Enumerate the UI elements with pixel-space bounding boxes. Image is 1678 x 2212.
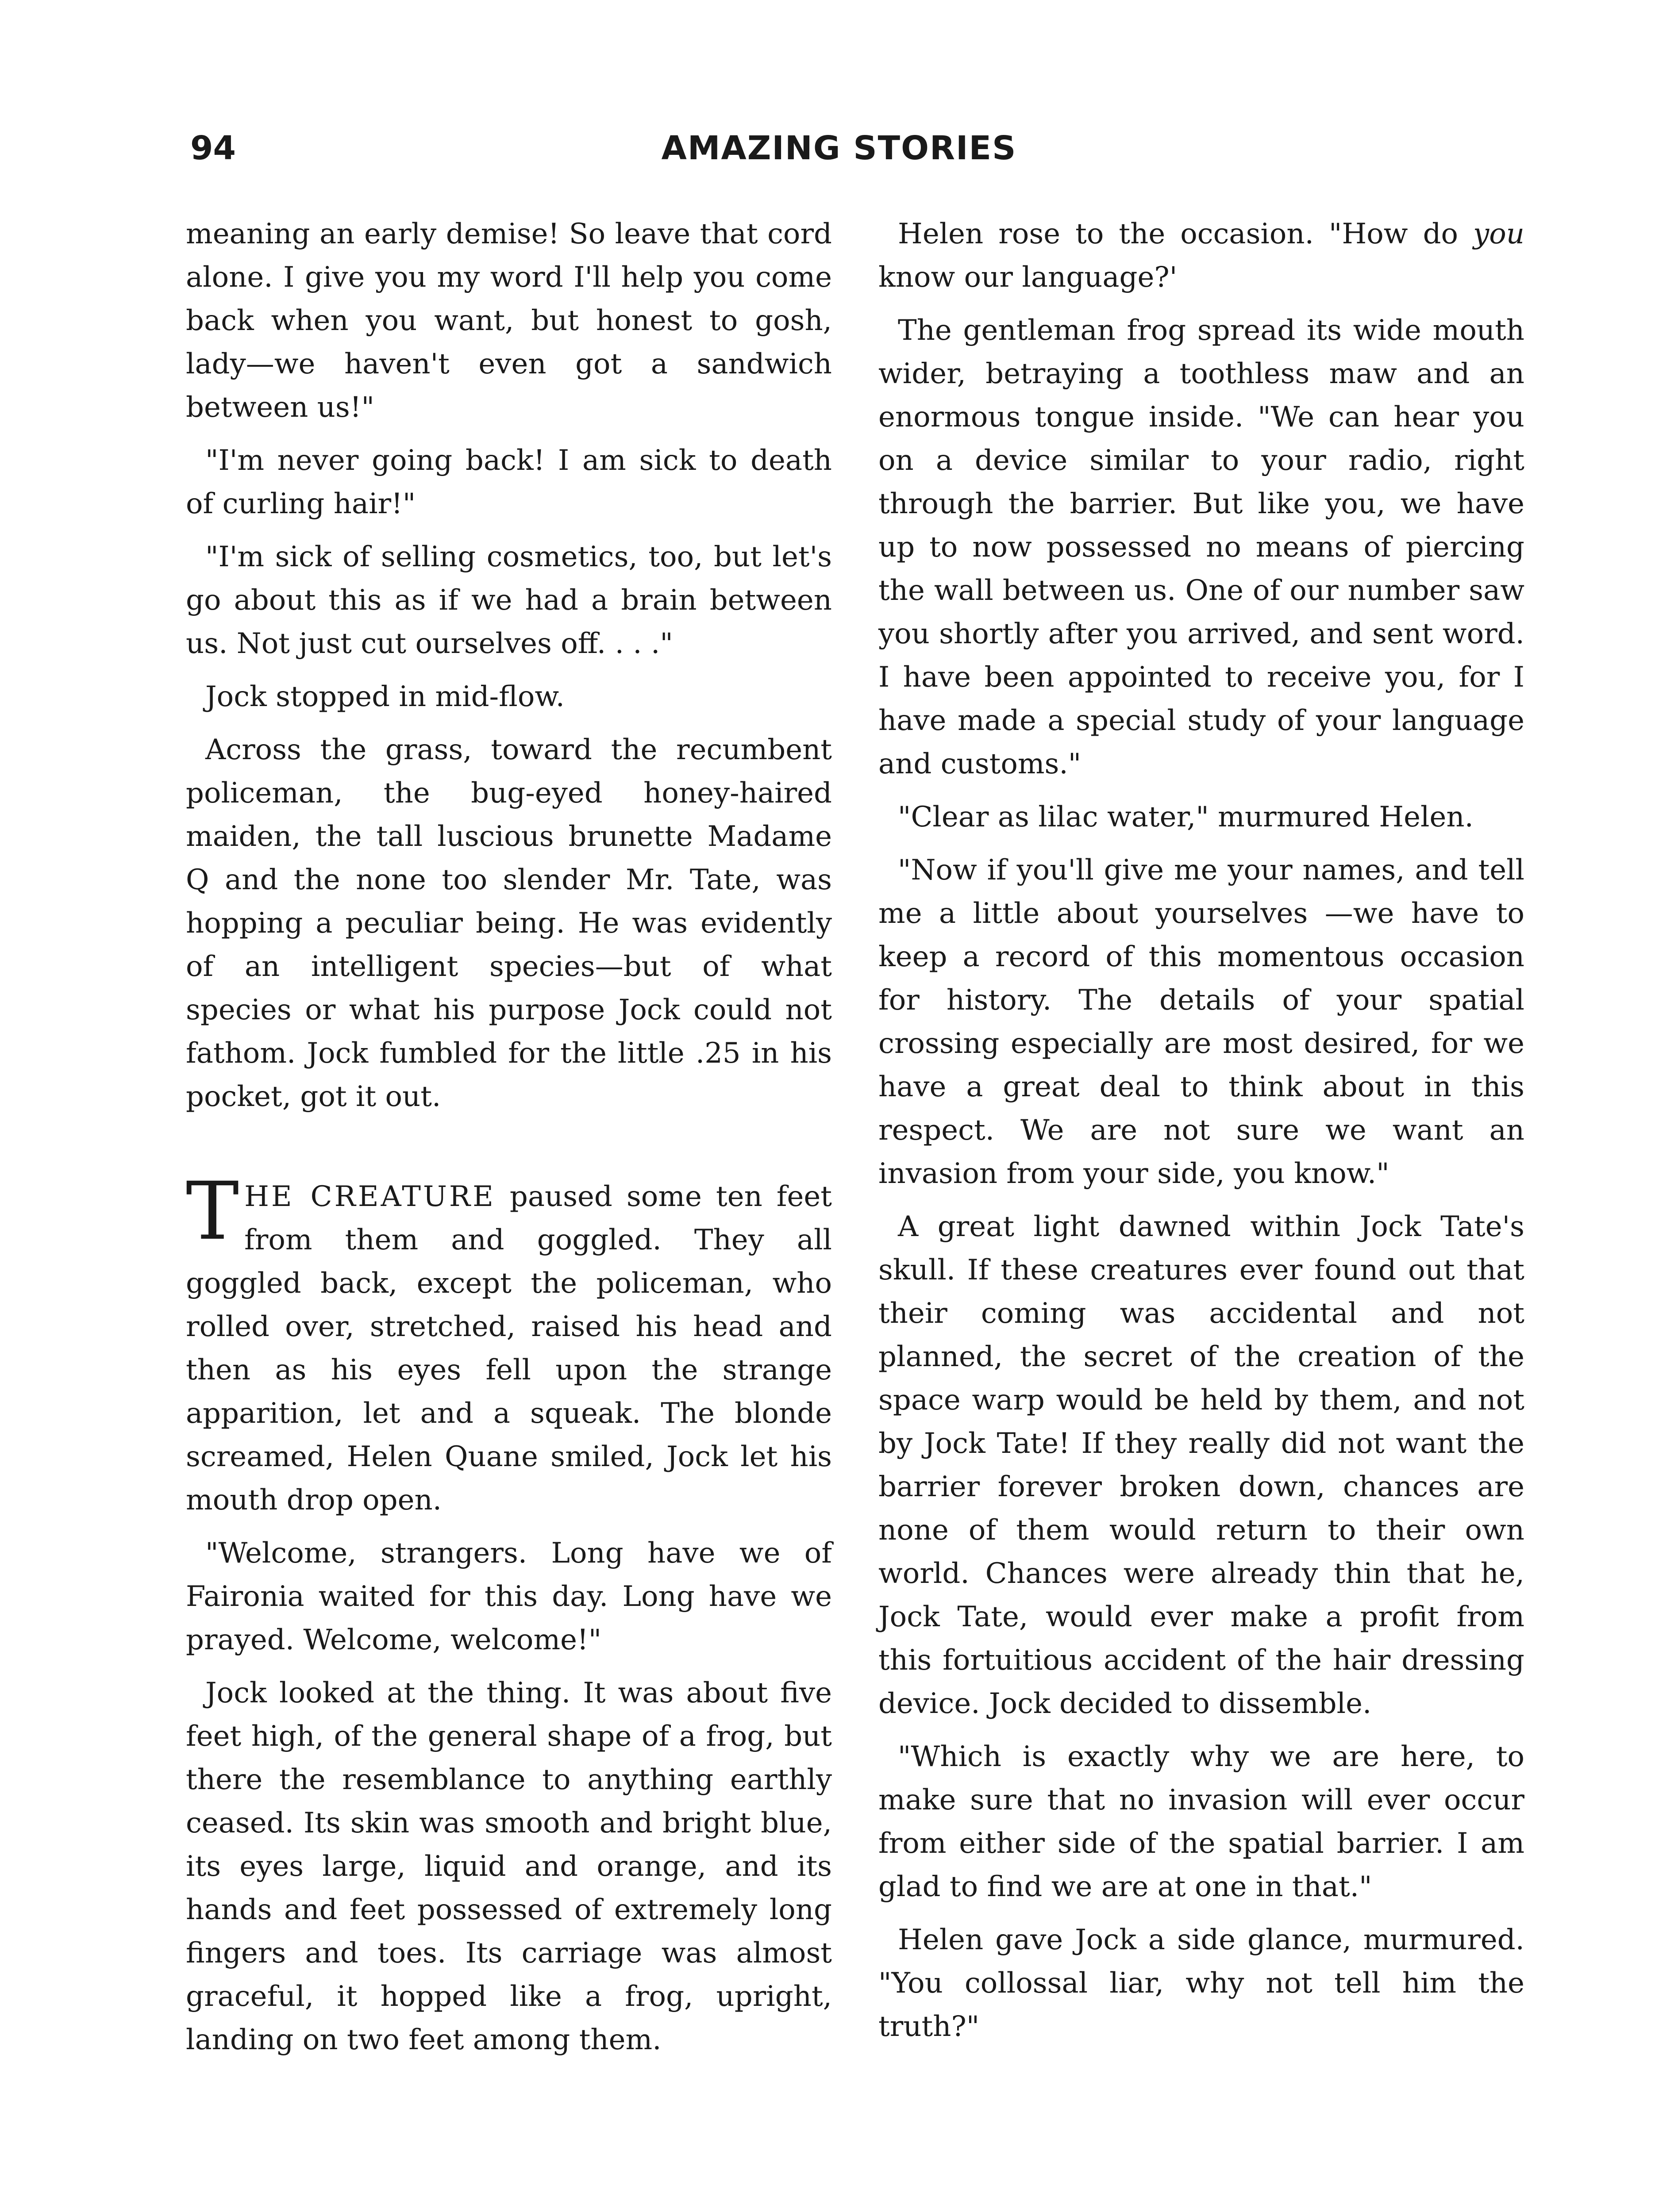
paragraph-text: know our language?': [878, 261, 1178, 294]
paragraph: "Clear as lilac water," murmured Helen.: [898, 801, 1474, 833]
paragraph: A great light dawned within Jock Tate's skull. If these creatures ever found out that their coming was accidental and not planned, the secret of the creation of the space warp would be held by them, and not by Jock Tate! If they really did not want the barrier forever broken down, chances are none of them would return to their own world. Chances were already thin that he, Jock Tate, would ever make a profit from this fortuitious accident of the hair dressing device. Jock decided to dissemble.: [878, 1210, 1524, 1720]
paragraph: meaning an early demise! So leave that cord alone. I give you my word I'll help you come back when you want, but honest to gosh, lady—we haven't even got a sandwich between us!": [186, 218, 832, 424]
small-caps-lead: HE CREATURE: [244, 1180, 496, 1213]
paragraph: "Which is exactly why we are here, to make sure that no invasion will ever occur from either side of the spatial barrier. I am glad to find we are at one in that.": [878, 1740, 1524, 1903]
section-start-paragraph: [186, 1165, 832, 1522]
paragraph: "I'm sick of selling cosmetics, too, but let's go about this as if we had a brain between us. Not just cut ourselves off. . . .": [186, 541, 832, 660]
drop-cap: T: [186, 1165, 239, 1258]
right-column: [878, 212, 1524, 2058]
paragraph: The gentleman frog spread its wide mouth wider, betraying a toothless maw and an enormous tongue inside. "We can hear you on a device similar to your radio, right through the barrier. But like you, we have up to now possessed no means of piercing the wall between us. One of our number saw you shortly after you arrived, and sent word. I have been appointed to receive you, for I have made a special study of your language and customs.": [878, 314, 1524, 780]
paragraph: Jock looked at the thing. It was about five feet high, of the general shape of a frog, but there the resemblance to anything earthly ceased. Its skin was smooth and bright blue, its eyes large, liquid and orange, and its hands and feet possessed of extremely long fingers and toes. Its carriage was almost graceful, it hopped like a frog, upright, landing on two feet among them.: [186, 1677, 832, 2056]
page-header: [186, 129, 1492, 182]
paragraph: [878, 212, 1524, 299]
paragraph-text: paused some ten feet from them and goggled. They all goggled back, except the policeman, who rolled over, stretched, raised his head and then as his eyes fell upon the strange apparition, let and a squeak. The blonde screamed, Helen Quane smiled, Jock let his mouth drop open.: [186, 1180, 832, 1517]
paragraph: Jock stopped in mid-flow.: [205, 680, 565, 713]
paragraph-text: Helen rose to the occasion. "How do: [898, 218, 1474, 250]
paragraph: "Now if you'll give me your names, and tell me a little about yourselves —we have to keep a record of this momentous occasion for history. The details of your spatial crossing especially are most desired, for we have a great deal to think about in this respect. We are not sure we want an invasion from your side, you know.": [878, 854, 1524, 1190]
emphasis: you: [1473, 218, 1524, 250]
paragraph: Across the grass, toward the recumbent policeman, the bug-eyed honey-haired maiden, the tall luscious brunette Madame Q and the none too slender Mr. Tate, was hopping a peculiar being. He was evidently of an intelligent species—but of what species or what his purpose Jock could not fathom. Jock fumbled for the little .25 in his pocket, got it out.: [186, 733, 832, 1113]
running-title: AMAZING STORIES: [661, 129, 1017, 167]
left-column: [186, 212, 832, 2071]
paragraph: "Welcome, strangers. Long have we of Faironia waited for this day. Long have we prayed. Welcome, welcome!": [186, 1537, 832, 1656]
paragraph: Helen gave Jock a side glance, murmured. "You collossal liar, why not tell him the truth?": [878, 1924, 1524, 2043]
page-number: 94: [190, 129, 236, 167]
paragraph: "I'm never going back! I am sick to death of curling hair!": [186, 444, 832, 520]
